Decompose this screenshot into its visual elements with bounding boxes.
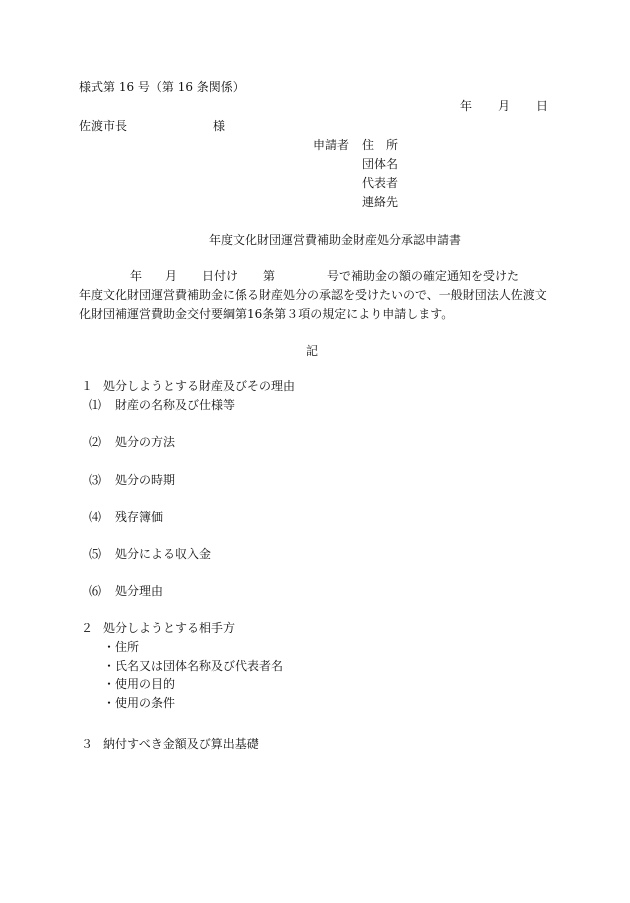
body-line1-date-suffix: 日付け [202,269,239,283]
date-day-label: 日 [536,99,549,113]
body-line1-rest: 号で補助金の額の確定通知を受けた [327,269,520,283]
ki-marker: 記 [306,344,319,358]
body-line3: 化財団補運営費助金交付要綱第16条第３項の規定により申請します。 [79,307,454,321]
section1-item-num: ⑹ [89,584,102,598]
section3-number: ３ [81,737,94,751]
section1-number: １ [81,379,94,393]
date-year-label: 年 [460,99,473,113]
body-line1-month: 月 [165,269,178,283]
section1-heading: 処分しようとする財産及びその理由 [103,379,296,393]
section1-item-label: 財産の名称及び仕様等 [115,398,236,412]
addressee-name: 佐渡市長 [79,119,128,133]
section2-bullet: ・使用の目的 [103,677,176,691]
section1-item-num: ⑸ [89,547,102,561]
applicant-address-label: 住 所 [362,138,399,152]
section1-item-label: 処分理由 [115,584,164,598]
section3-heading: 納付すべき金額及び算出基礎 [103,737,259,751]
section1-item-label: 残存簿価 [115,510,164,524]
document-title: 年度文化財団運営費補助金財産処分承認申請書 [209,233,462,247]
section1-item-num: ⑷ [89,510,102,524]
applicant-label: 申請者 [313,138,350,152]
section1-item-label: 処分による収入金 [115,547,212,561]
section1-item-num: ⑵ [89,435,102,449]
section2-number: ２ [81,621,94,635]
applicant-contact-label: 連絡先 [362,195,399,209]
date-month-label: 月 [498,99,511,113]
applicant-representative-label: 代表者 [362,176,399,190]
section2-heading: 処分しようとする相手方 [103,621,236,635]
section1-item-num: ⑴ [89,398,102,412]
section1-item-label: 処分の時期 [115,473,176,487]
section2-bullet: ・使用の条件 [103,696,176,710]
body-line1-year: 年 [130,269,143,283]
applicant-organization-label: 団体名 [362,157,399,171]
section2-bullet: ・氏名又は団体名称及び代表者名 [103,659,284,673]
body-line1-dai: 第 [263,269,276,283]
addressee-honorific: 様 [213,119,226,133]
section1-item-num: ⑶ [89,473,102,487]
section2-bullet: ・住所 [103,640,140,654]
form-number: 様式第 16 号（第 16 条関係） [79,80,245,94]
section1-item-label: 処分の方法 [115,435,176,449]
body-line2: 年度文化財団運営費補助金に係る財産処分の承認を受けたいので、一般財団法人佐渡文 [79,288,547,302]
